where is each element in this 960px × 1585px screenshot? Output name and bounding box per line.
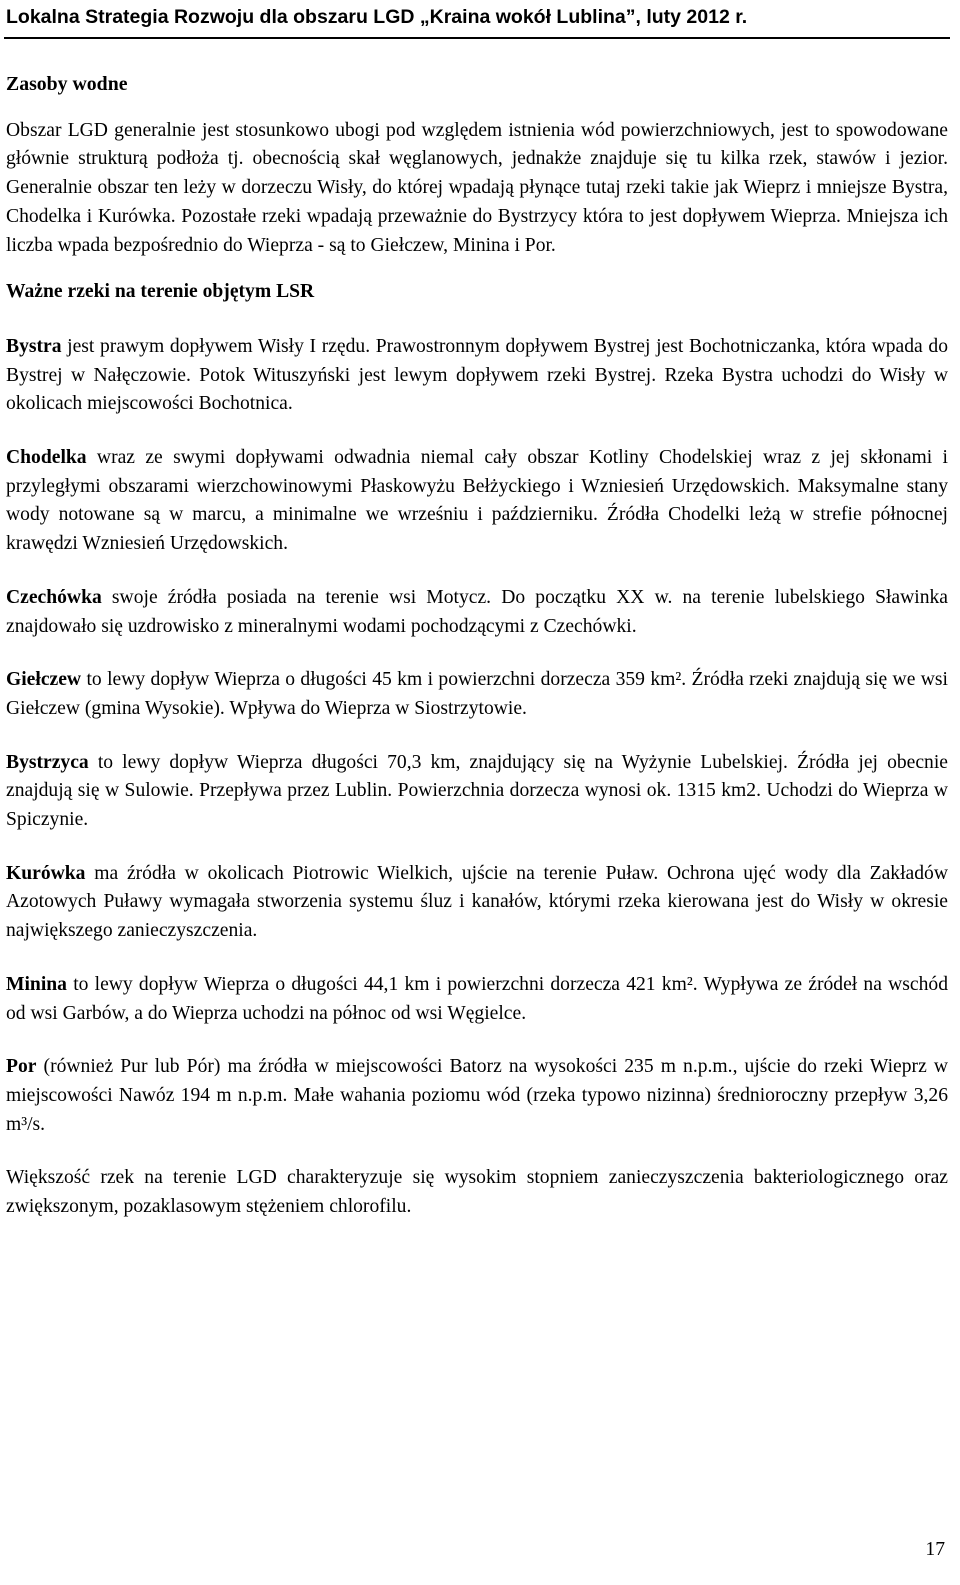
river-name: Giełczew xyxy=(6,669,82,691)
closing-paragraph: Większość rzek na terenie LGD charakteryzuje się wysokim stopniem zanieczyszczenia bakteriologicznego oraz zwiększonym, pozaklasowym stężeniem chlorofilu. xyxy=(6,1167,948,1218)
river-paragraph-minina xyxy=(6,971,948,1028)
river-paragraph-kurowka xyxy=(6,860,948,946)
river-paragraph-chodelka xyxy=(6,444,948,559)
rivers-subheading: Ważne rzeki na terenie objętym LSR xyxy=(6,281,315,303)
page-number: 17 xyxy=(925,1539,945,1560)
river-description: ma źródła w okolicach Piotrowic Wielkich, ujście na terenie Puław. Ochrona ujęć wody dla Zakładów Azotowych Puławy wymagała stworzenia systemu śluz i kanałów, którymi rzeka kierowana jest do Wisły w okresie największego zanieczyszczenia. xyxy=(6,862,948,942)
river-name: Por xyxy=(6,1056,37,1078)
river-name: Bystrzyca xyxy=(6,751,89,773)
intro-paragraph: Obszar LGD generalnie jest stosunkowo ubogi pod względem istnienia wód powierzchniowych, jest to spowodowane głównie strukturą podłoża tj. obecnością skał węglanowych, jednakże znajduje się tu kilka rzek, stawów i jezior. Generalnie obszar ten leży w dorzeczu Wisły, do której wpadają płynące tutaj rzeki takie jak Wieprz i mniejsze Bystra, Chodelka i Kurówka. Pozostałe rzeki wpadają przeważnie do Bystrzycy która to jest dopływem Wieprza. Mniejsza ich liczba wpada bezpośrednio do Wieprza - są to Giełczew, Minina i Por. xyxy=(6,119,948,256)
river-name: Chodelka xyxy=(6,447,87,469)
river-description: jest prawym dopływem Wisły I rzędu. Prawostronnym dopływem Bystrej jest Bochotniczanka, która wpada do Bystrej w Nałęczowie. Potok Wituszyński jest lewym dopływem rzeki Bystrej. Rzeka Bystra uchodzi do Wisły w okolicach miejscowości Bochotnica. xyxy=(6,335,948,415)
river-name: Kurówka xyxy=(6,862,86,884)
running-header: Lokalna Strategia Rozwoju dla obszaru LGD „Kraina wokół Lublina”, luty 2012 r. xyxy=(6,6,748,28)
river-paragraph-bystrzyca xyxy=(6,749,948,835)
page-content xyxy=(6,70,948,1247)
river-paragraph-czechowka xyxy=(6,584,948,641)
river-name: Minina xyxy=(6,973,67,995)
river-description: swoje źródła posiada na terenie wsi Motycz. Do początku XX w. na terenie lubelskiego Sławinka znajdowało się uzdrowisko z mineralnymi wodami pochodzącymi z Czechówki. xyxy=(6,586,948,637)
river-name: Bystra xyxy=(6,335,62,357)
header-divider xyxy=(4,37,950,39)
section-heading: Zasoby wodne xyxy=(6,73,128,95)
river-paragraph-gielczew xyxy=(6,666,948,723)
river-paragraph-bystra xyxy=(6,333,948,419)
river-description: to lewy dopływ Wieprza o długości 44,1 km i powierzchni dorzecza 421 km². Wypływa ze źródeł na wschód od wsi Garbów, a do Wieprza uchodzi na północ od wsi Węgielce. xyxy=(6,973,948,1024)
river-paragraph-por xyxy=(6,1053,948,1139)
river-description: (również Pur lub Pór) ma źródła w miejscowości Batorz na wysokości 235 m n.p.m., ujście do rzeki Wieprz w miejscowości Nawóz 194 m n.p.m. Małe wahania poziomu wód (rzeka typowo nizinna) średnioroczny przepływ 3,26 m³/s. xyxy=(6,1056,948,1135)
river-description: wraz ze swymi dopływami odwadnia niemal cały obszar Kotliny Chodelskiej wraz z jej skłonami i przyległymi obszarami wierzchowinowymi Płaskowyżu Bełżyckiego i Wzniesień Urzędowskich. Maksymalne stany wody notowane są w marcu, a minimalne we wrześniu i październiku. Źródła Chodelki leżą w strefie północnej krawędzi Wzniesień Urzędowskich. xyxy=(6,447,948,555)
river-name: Czechówka xyxy=(6,586,102,608)
river-description: to lewy dopływ Wieprza o długości 45 km i powierzchni dorzecza 359 km². Źródła rzeki znajdują się we wsi Giełczew (gmina Wysokie). Wpływa do Wieprza w Siostrzytowie. xyxy=(6,669,948,719)
river-description: to lewy dopływ Wieprza długości 70,3 km, znajdujący się na Wyżynie Lubelskiej. Źródła jej obecnie znajdują się w Sulowie. Przepływa przez Lublin. Powierzchnia dorzecza wynosi ok. 1315 km2. Uchodzi do Wieprza w Spiczynie. xyxy=(6,751,948,831)
